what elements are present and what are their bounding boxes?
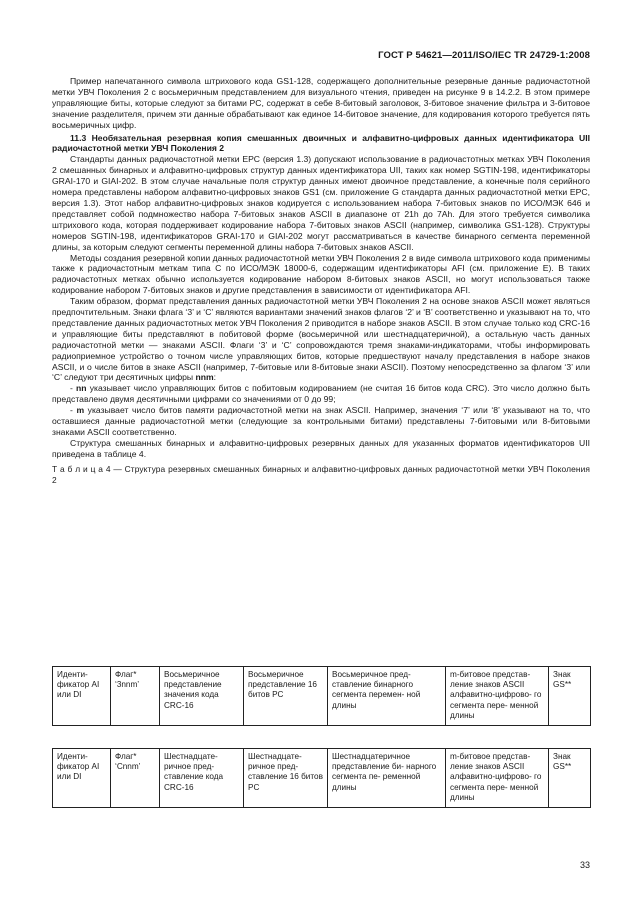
list-text: указывает число управляющих битов с побитовым кодированием (не считая 16 битов кода CRC). Это число должно быть представлено двумя десятичными цифрами со значениями от 0 до 99;	[52, 383, 590, 405]
table-cell: Шестнадцате- ричное пред- ставление 16 битов PC	[244, 749, 328, 808]
list-text: указывает число битов памяти радиочастотной метки на знак ASCII. Например, значения ‘7’ или ‘8’ указывают на то, что оставшиеся данные радиочастотной метки (следующие за контрольными битами) представлены 7-битовыми или 8-битовыми знаками ASCII соответственно.	[52, 405, 590, 437]
body-text	[52, 76, 590, 486]
nnm-token: nnm	[195, 372, 214, 383]
paragraph: Пример напечатанного символа штрихового кода GS1-128, содержащего дополнительные резервные данные радиочастотной метки УВЧ Поколения 2 с восьмеричным представлением для визуального чтения, приведен на рисунке 9 в 14.2.2. В этом примере управляющие биты, которые следуют за битами PC, содержат в себе 8-битовый заголовок, 3-битовое значение фильтра и 3-битовое значение разделителя, причем эти данные обрабатывают как единое 14-битовое значение, для кодирования которого требуется пять восьмеричных цифр.	[52, 76, 590, 130]
paragraph: Таким образом, формат представления данных радиочастотной метки УВЧ Поколения 2 на основе знаков ASCII может являться предпочтительным. Знаки флага ‘3’ и ‘С’ являются вариантами значений знаков флагов ‘2’ и ‘В’ соответственно и указывают на то, что представление данных радиочастотных меток УВЧ Поколения 2 приводится в наборе знаков ASCII. В этом случае только код CRC-16 и управляющие биты представляют в побитовой форме (восьмеричной или шестнадцатеричной), а остальную часть данных радиочастотной метки — знаками ASCII. Флаги ‘3’ и ‘С’ сопровождаются тремя знаками-индикаторами, чтобы информировать радиоприемное устройство о точном числе управляющих битов, которые предшествуют началу представления в наборе знаков ASCII, и о числе битов в знаке ASCII (например, 7-битовые или 8-битовые знаки ASCII). Поэтому непосредственно за флагом ‘3’ или ‘С’ следуют три десятичных цифры nnm:	[52, 296, 590, 383]
page-number: 33	[579, 860, 590, 870]
table-cell: Шестнадцатеричное представление би- нарного сегмента пе- ременной длины	[328, 749, 446, 808]
table-row	[53, 749, 591, 808]
table-row	[53, 667, 591, 726]
format-table-octal	[52, 666, 591, 726]
table-cell: Восьмеричное представление значения кода CRC-16	[160, 667, 244, 726]
paragraph-text: Таким образом, формат представления данных радиочастотной метки УВЧ Поколения 2 на основе знаков ASCII может являться предпочтительным. Знаки флага ‘3’ и ‘С’ являются вариантами значений знаков флагов ‘2’ и ‘В’ соответственно и указывают на то, что представление данных радиочастотных меток УВЧ Поколения 2 приводится в наборе знаков ASCII. В этом случае только код CRC-16 и управляющие биты представляют в побитовой форме (восьмеричной или шестнадцатеричной), а остальную часть данных радиочастотной метки — знаками ASCII. Флаги ‘3’ и ‘С’ сопровождаются тремя знаками-индикаторами, чтобы информировать радиоприемное устройство о точном числе управляющих битов, которые предшествуют началу представления в наборе знаков ASCII, и о числе битов в знаке ASCII (например, 7-битовые или 8-битовые знаки ASCII). Поэтому непосредственно за флагом ‘3’ или ‘С’ следуют три десятичных цифры	[52, 296, 590, 383]
list-term: m	[76, 405, 85, 416]
document-header: ГОСТ Р 54621—2011/ISO/IEC TR 24729-1:2008	[378, 50, 590, 61]
table-cell: Иденти- фикатор AI или DI	[53, 749, 111, 808]
table-cell: m-битовое представ- ление знаков ASCII алфавитно-цифрово- го сегмента пере- менной длины	[446, 667, 549, 726]
list-term: nn	[76, 383, 87, 394]
table-cell: Шестнадцате- ричное пред- ставление кода CRC-16	[160, 749, 244, 808]
table-cell: Флаг* ‘Cnnm’	[111, 749, 160, 808]
table-cell: Знак GS**	[549, 667, 591, 726]
table-cell: Иденти- фикатор AI или DI	[53, 667, 111, 726]
table-cell: Флаг* ‘3nnm’	[111, 667, 160, 726]
paragraph: Структура смешанных бинарных и алфавитно-цифровых резервных данных для указанных форматов идентификаторов UII приведена в таблице 4.	[52, 437, 590, 459]
table-cell: m-битовое представ- ление знаков ASCII алфавитно-цифрово- го сегмента пере- менной длины	[446, 749, 549, 808]
table-cell: Восьмеричное пред- ставление бинарного сегмента перемен- ной длины	[328, 667, 446, 726]
table-cell: Восьмеричное представление 16 битов PC	[244, 667, 328, 726]
list-item: - nn указывает число управляющих битов с побитовым кодированием (не считая 16 битов кода CRC). Это число должно быть представлено двумя десятичными цифрами со значениями от 0 до 99;	[52, 383, 590, 405]
list-item: - m указывает число битов памяти радиочастотной метки на знак ASCII. Например, значения ‘7’ или ‘8’ указывают на то, что оставшиеся данные радиочастотной метки (следующие за контрольными битами) представлены 7-битовыми или 8-битовыми знаками ASCII соответственно.	[52, 405, 590, 437]
paragraph: Методы создания резервной копии данных радиочастотной метки УВЧ Поколения 2 в виде символа штрихового кода применимы также к радиочастотным меткам типа С по ИСО/МЭК 18000-6, содержащим идентификаторы AFI (см. приложение Е). В таких радиочастотных метках обычно используется кодирование набором 8-битовых знаков ASCII, но могут использоваться также кодирование набором 7-битовых знаков и другие представления в зависимости от идентификатора AFI.	[52, 252, 590, 296]
format-table-hex	[52, 748, 591, 808]
section-heading: 11.3 Необязательная резервная копия смешанных двоичных и алфавитно-цифровых данных идентификатора UII радиочастотной метки УВЧ Поколения 2	[52, 132, 590, 154]
paragraph: Стандарты данных радиочастотной метки EPC (версия 1.3) допускают использование в радиочастотных метках УВЧ Поколения 2 смешанных бинарных и алфавитно-цифровых структур данных идентификатора UII, таких как номер SGTIN-198, идентификаторы GRAI-170 и GIAI-202. В этом случае начальные поля структур данных имеют двоичное представление, а конечные поля серийного номера представлены набором алфавитно-цифровых знаков GS1 (см. приложение G стандарта данных радиочастотной метки EPC, версия 1.3). Этот набор алфавитно-цифровых знаков кодируется с использованием набора 7-битовых знаков по ИСО/МЭК 646 и представляет собой подмножество набора 7-битовых знаков ASCII в диапазоне от 21h до 7Ah. Для этого требуется символика штрихового кода, которая поддерживает кодирование набора 7-битовых знаков ASCII (например, символика GS1-128). Структуры номеров SGTIN-198, идентификаторов GRAI-170 и GIAI-202 могут рассматриваться в качестве бинарного сегмента переменной длины, за которым следуют сегменты переменной длины набора 7-битовых знаков ASCII.	[52, 154, 590, 252]
table-caption: Т а б л и ц а 4 — Структура резервных смешанных бинарных и алфавитно-цифровых данных радиочастотной метки УВЧ Поколения 2	[52, 463, 590, 485]
table-cell: Знак GS**	[549, 749, 591, 808]
